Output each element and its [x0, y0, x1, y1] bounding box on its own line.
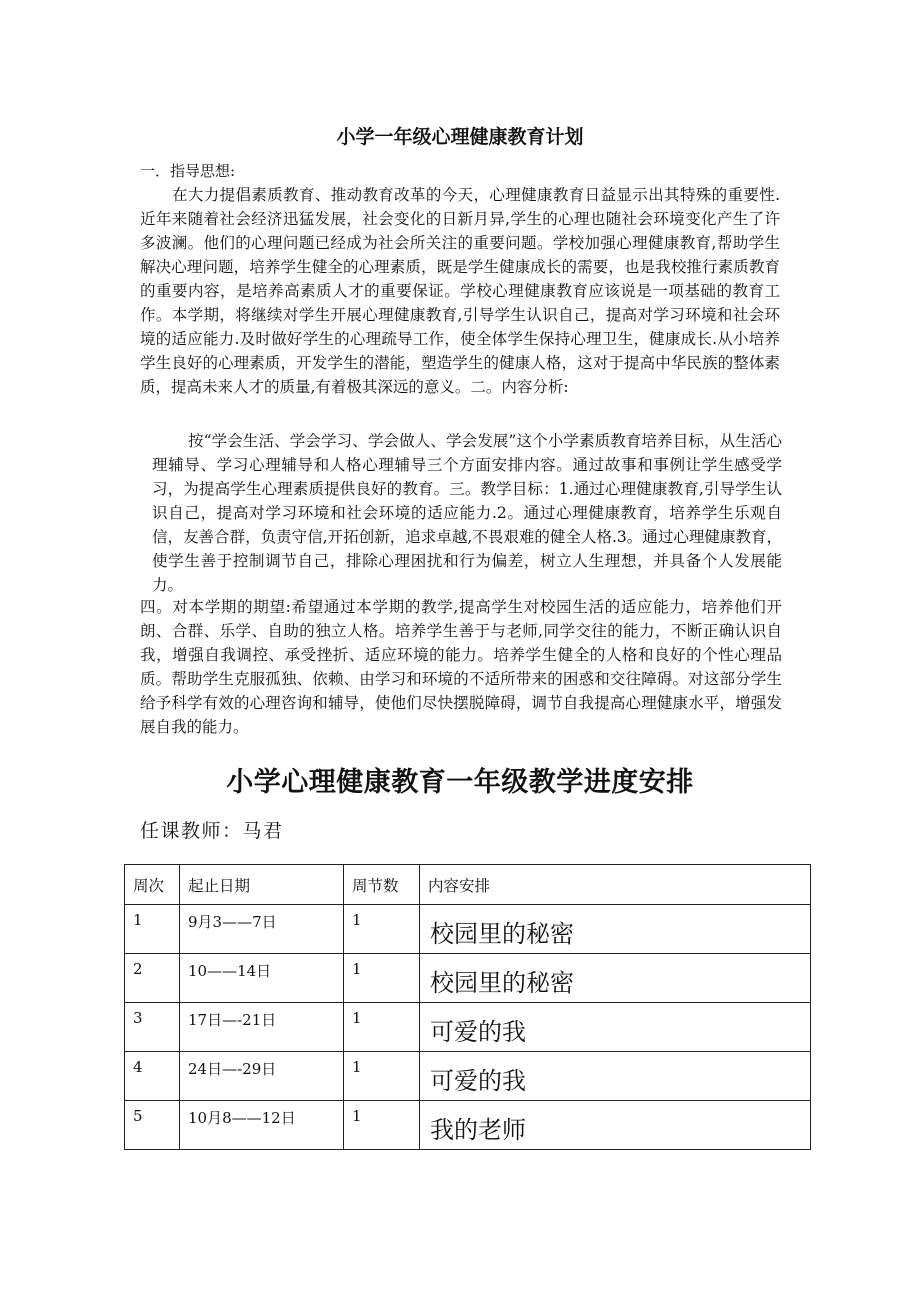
teacher-line: 任课教师：马君: [140, 820, 284, 842]
cell-lessons: 1: [344, 1003, 420, 1052]
cell-content: 我的老师: [420, 1101, 811, 1150]
cell-content: 可爱的我: [420, 1003, 811, 1052]
table-row: [125, 954, 811, 1003]
header-dates: 起止日期: [180, 865, 344, 905]
cell-week: 5: [125, 1101, 180, 1150]
cell-dates: 17日—-21日: [180, 1003, 344, 1052]
table-row: [125, 1052, 811, 1101]
cell-content: 校园里的秘密: [420, 905, 811, 954]
header-content: 内容安排: [420, 865, 811, 905]
cell-dates: 10——14日: [180, 954, 344, 1003]
plan-title: 小学一年级心理健康教育计划: [336, 126, 584, 148]
cell-week: 1: [125, 905, 180, 954]
cell-lessons: 1: [344, 905, 420, 954]
paragraph-expectations: 四。对本学期的期望:希望通过本学期的教学,提高学生对校园生活的适应能力，培养他们开朗、合群、乐学、自助的独立人格。培养学生善于与老师,同学交往的能力，不断正确认识自我，增强自我调控、承受挫折、适应环境的能力。培养学生健全的人格和良好的个性心理品质。帮助学生克服孤独、依赖、由学习和环境的不适所带来的困惑和交往障碍。对这部分学生给予科学有效的心理咨询和辅导，使他们尽快摆脱障碍，调节自我提高心理健康水平，增强发展自我的能力。: [140, 598, 782, 736]
header-lessons: 周节数: [344, 865, 420, 905]
cell-lessons: 1: [344, 1101, 420, 1150]
cell-dates: 9月3——7日: [180, 905, 344, 954]
table-row: [125, 1003, 811, 1052]
cell-dates: 10月8——12日: [180, 1101, 344, 1150]
section-heading-guiding-ideology: 一．指导思想:: [140, 162, 236, 180]
schedule-table: [124, 864, 811, 1150]
cell-week: 4: [125, 1052, 180, 1101]
cell-lessons: 1: [344, 954, 420, 1003]
cell-week: 3: [125, 1003, 180, 1052]
schedule-title: 小学心理健康教育一年级教学进度安排: [226, 767, 694, 798]
cell-dates: 24日—-29日: [180, 1052, 344, 1101]
table-row: [125, 1101, 811, 1150]
cell-content: 校园里的秘密: [420, 954, 811, 1003]
header-week: 周次: [125, 865, 180, 905]
cell-week: 2: [125, 954, 180, 1003]
cell-lessons: 1: [344, 1052, 420, 1101]
paragraph-content-analysis: 按“学会生活、学会学习、学会做人、学会发展”这个小学素质教育培养目标，从生活心理辅导、学习心理辅导和人格心理辅导三个方面安排内容。通过故事和事例让学生感受学习，为提高学生心理素质提供良好的教育。三。教学目标：1.通过心理健康教育,引导学生认识自己，提高对学习环境和社会环境的适应能力.2。通过心理健康教育，培养学生乐观自信，友善合群，负责守信,开拓创新，追求卓越,不畏艰难的健全人格.3。通过心理健康教育，使学生善于控制调节自己，排除心理困扰和行为偏差，树立人生理想，并具备个人发展能力。: [152, 432, 782, 594]
table-row: [125, 905, 811, 954]
paragraph-guiding-ideology: 在大力提倡素质教育、推动教育改革的今天，心理健康教育日益显示出其特殊的重要性.近年来随着社会经济迅猛发展，社会变化的日新月异,学生的心理也随社会环境变化产生了许多波澜。他们的心理问题已经成为社会所关注的重要问题。学校加强心理健康教育,帮助学生解决心理问题，培养学生健全的心理素质，既是学生健康成长的需要，也是我校推行素质教育的重要内容，是培养高素质人才的重要保证。学校心理健康教育应该说是一项基础的教育工作。本学期，将继续对学生开展心理健康教育,引导学生认识自己，提高对学习环境和社会环境的适应能力.及时做好学生的心理疏导工作，使全体学生保持心理卫生，健康成长.从小培养学生良好的心理素质，开发学生的潜能，塑造学生的健康人格，这对于提高中华民族的整体素质，提高未来人才的质量,有着极其深远的意义。二。内容分析:: [140, 186, 780, 396]
cell-content: 可爱的我: [420, 1052, 811, 1101]
table-header-row: [125, 865, 811, 905]
